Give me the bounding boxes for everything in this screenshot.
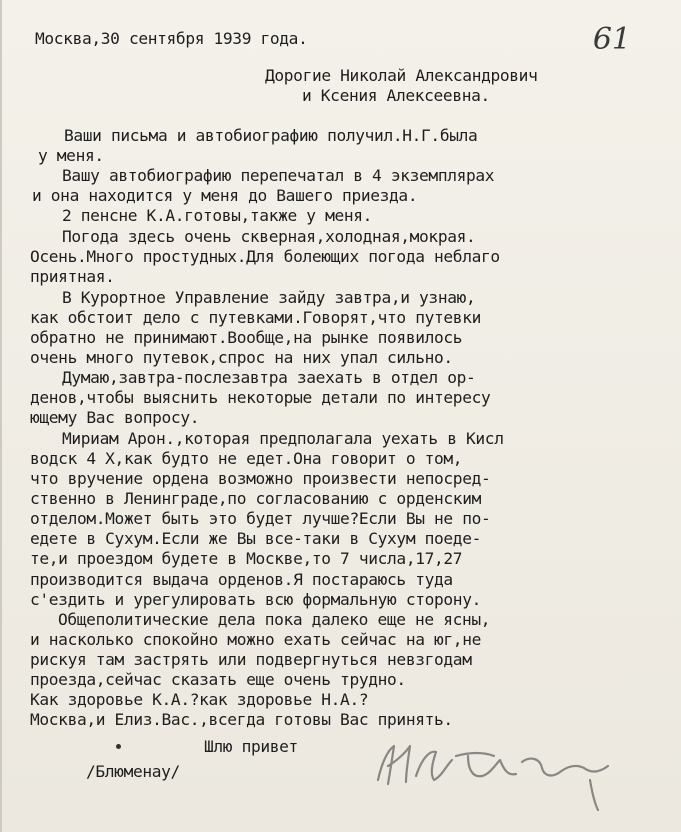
body-line: обратно не принимают.Вообще,на рынке появилось — [30, 328, 463, 347]
ink-dot — [116, 744, 121, 749]
handwritten-signature — [372, 722, 622, 812]
body-line: приятная. — [30, 267, 115, 286]
body-line: и насколько спокойно можно ехать сейчас на юг,не — [30, 630, 481, 649]
body-line: Вашу автобиографию перепечатал в 4 экземплярах — [62, 166, 495, 185]
body-line: 2 пенсне К.А.готовы,также у меня. — [62, 206, 373, 225]
body-line: Как здоровье К.А.?как здоровье Н.А.? — [30, 690, 369, 709]
body-line: те,и проездом будете в Москве,то 7 числа,17,27 — [30, 549, 463, 568]
body-line: очень много путевок,спрос на них упал сильно. — [30, 348, 453, 367]
page-number: 61 — [592, 22, 631, 57]
date-line: Москва,30 сентября 1939 года. — [35, 29, 308, 48]
body-line: Осень.Много простудных.Для болеющих погода неблаго — [30, 247, 500, 266]
body-line: Погода здесь очень скверная,холодная,мокрая. — [62, 227, 476, 246]
body-line: проезда,сейчас сказать еще очень трудно. — [30, 670, 406, 689]
body-line: и она находится у меня до Вашего приезда. — [32, 186, 418, 205]
body-line: Ваши письма и автобиографию получил.Н.Г.была — [64, 126, 478, 145]
closing-line: Шлю привет — [204, 737, 298, 756]
body-line: водск 4 Х,как будто не едет.Она говорит о том, — [30, 449, 463, 468]
body-line: Мириам Арон.,которая предполагала уехать в Кисл — [62, 429, 504, 448]
body-line: у меня. — [38, 146, 104, 165]
greeting-line: и Ксения Алексеевна. — [302, 86, 490, 105]
signature-name: /Блюменау/ — [86, 762, 180, 781]
body-line: с'ездить и урегулировать всю формальную сторону. — [30, 590, 481, 609]
body-line: денов,чтобы выяснить некоторые детали по интересу — [30, 388, 491, 407]
body-line: ственно в Ленинграде,по согласованию с орденским — [30, 489, 481, 508]
body-line: как обстоит дело с путевками.Говорят,что путевки — [30, 308, 481, 327]
body-line: Думаю,завтра-послезавтра заехать в отдел ор- — [62, 368, 476, 387]
body-line: В Курортное Управление зайду завтра,и узнаю, — [62, 288, 476, 307]
greeting-line: Дорогие Николай Александрович — [265, 66, 538, 85]
body-line: Общеполитические дела пока далеко еще не ясны, — [58, 610, 491, 629]
body-line: едете в Сухум.Если же Вы все-таки в Сухум поеде- — [30, 529, 481, 548]
body-line: производится выдача орденов.Я постараюсь туда — [30, 570, 453, 589]
body-line: ющему Вас вопросу. — [30, 408, 200, 427]
body-line: что вручение ордена возможно произвести непосред- — [30, 469, 491, 488]
body-line: Москва,и Елиз.Вас.,всегда готовы Вас принять. — [30, 710, 453, 729]
body-line: рискуя там застрять или подвергнуться невзгодам — [30, 650, 472, 669]
body-line: отделом.Может быть это будет лучше?Если Вы не по- — [30, 509, 491, 528]
